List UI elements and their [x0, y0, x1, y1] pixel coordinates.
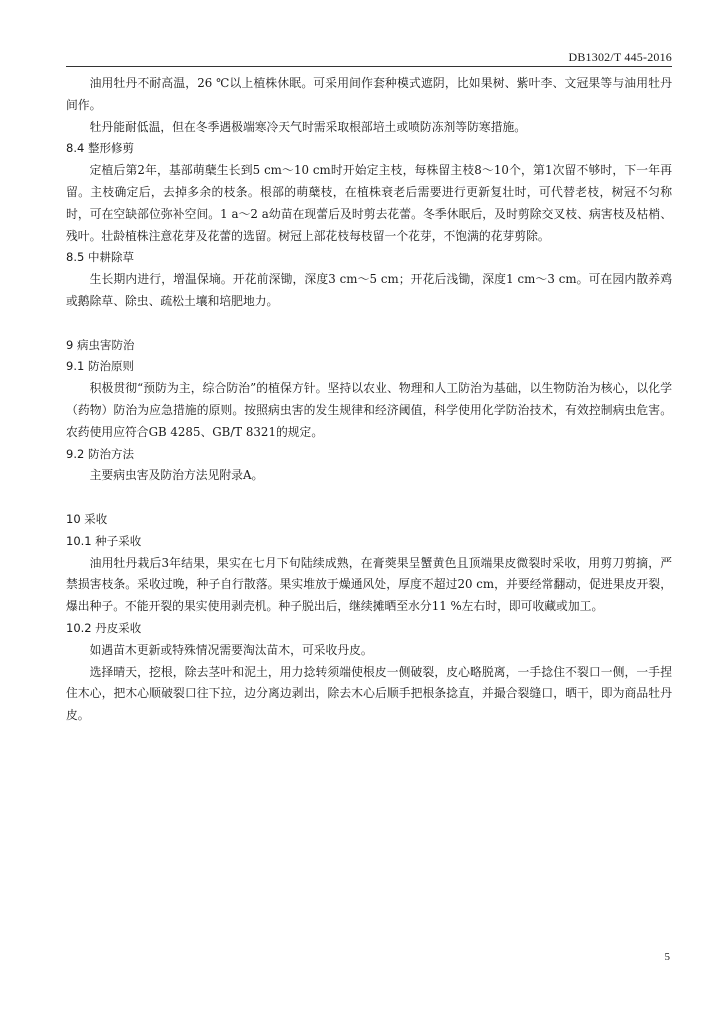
section-heading-8-5: 8.5 中耕除草	[66, 250, 134, 265]
header-rule	[66, 66, 672, 67]
section-gap	[66, 487, 672, 509]
paragraph-control-principle: 积极贯彻“预防为主，综合防治”的植保方针。坚持以农业、物理和人工防治为基础，以生物防治为核心，以化学（药物）防治为应急措施的原则。按照病虫害的发生规律和经济阈值，科学使用化学防治技术，有效控制病虫危害。农药使用应符合GB 4285、GB/T 8321的规定。	[66, 381, 672, 439]
page-number: 5	[664, 951, 670, 963]
paragraph-pruning: 定植后第2年，基部萌蘖生长到5 cm～10 cm时开始定主枝，每株留主枝8～10个，第1次留不够时，下一年再留。主枝确定后，去掉多余的枝条。根部的萌蘖枝，在植株衰老后需要进行更新复壮时，可代替老枝，树冠不匀称时，可在空缺部位弥补空间。1 a～2 a幼苗在现蕾后及时剪去花蕾。冬季休眠后，及时剪除交叉枝、病害枝及枯梢、残叶。壮龄植株注意花芽及花蕾的选留。树冠上部花枝每枝留一个花芽，不饱满的花芽剪除。	[66, 163, 672, 243]
section-heading-10-1: 10.1 种子采收	[66, 533, 142, 548]
paragraph-control-method: 主要病虫害及防治方法见附录A。	[89, 468, 264, 483]
paragraph-seed-harvest: 油用牡丹栽后3年结果，果实在七月下旬陆续成熟，在膏葖果呈蟹黄色且顶端果皮微裂时采收，用剪刀剪摘，严禁损害枝条。采收过晚，种子自行散落。果实堆放于燥通风处，厚度不超过20 cm，并要经常翻动，促进果皮开裂，爆出种子。不能开裂的果实使用剥壳机。种子脱出后，继续摊晒至水分11 %左右时，即可收藏或加工。	[66, 555, 672, 614]
section-gap	[66, 313, 672, 335]
section-heading-10-2: 10.2 丹皮采收	[66, 620, 142, 635]
section-heading-8-4: 8.4 整形修剪	[66, 141, 134, 156]
document-body	[66, 73, 672, 727]
section-heading-9-1: 9.1 防治原则	[66, 359, 134, 374]
document-number: DB1302/T 445-2016	[568, 50, 672, 64]
section-heading-10: 10 采收	[66, 511, 108, 526]
paragraph-bark-harvest-method: 选择晴天，挖根，除去茎叶和泥土，用力捻转须端使根皮一侧破裂，皮心略脱离，一手捻住不裂口一侧，一手捏住木心，把木心顺破裂口往下拉，边分离边剥出，除去木心后顺手把根条捻直，并撮合裂缝口，晒干，即为商品牡丹皮。	[66, 664, 672, 723]
paragraph-weeding: 生长期内进行，增温保墒。开花前深锄，深度3 cm～5 cm；开花后浅锄，深度1 cm～3 cm。可在园内散养鸡或鹅除草、除虫、疏松土壤和培肥地力。	[66, 272, 672, 308]
section-heading-9: 9 病虫害防治	[66, 337, 135, 352]
section-heading-9-2: 9.2 防治方法	[66, 446, 134, 461]
paragraph-cold-protection: 牡丹能耐低温，但在冬季遇极端寒冷天气时需采取根部培土或喷防冻剂等防寒措施。	[89, 119, 527, 134]
paragraph-bark-harvest-condition: 如遇苗木更新或特殊情况需要淘汰苗木，可采收丹皮。	[89, 642, 373, 657]
paragraph-heat-tolerance: 油用牡丹不耐高温，26 ℃以上植株休眠。可采用间作套种模式遮阴，比如果树、紫叶李、文冠果等与油用牡丹间作。	[66, 76, 672, 112]
